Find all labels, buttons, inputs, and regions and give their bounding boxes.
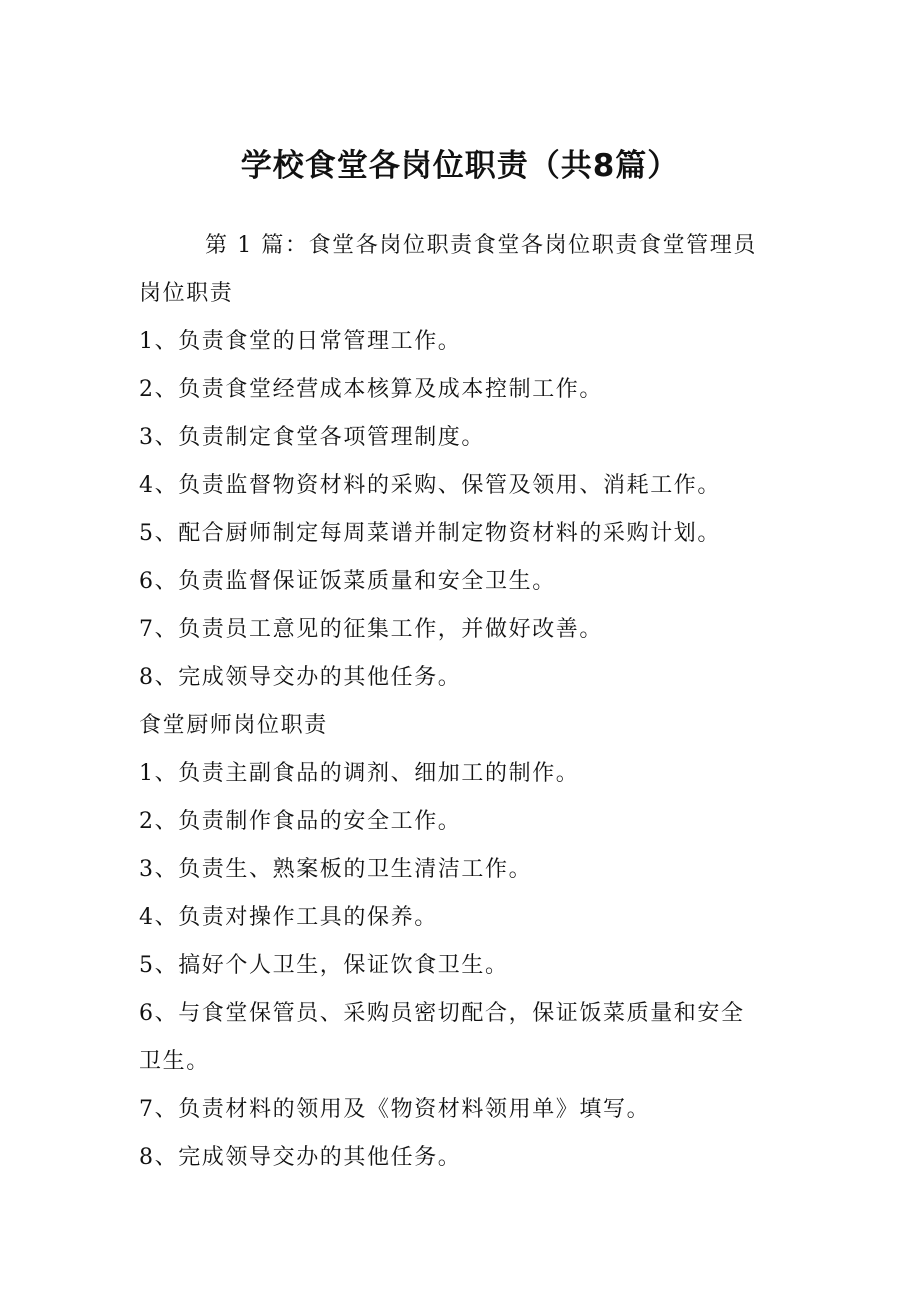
manager-duty-item: 2、负责食堂经营成本核算及成本控制工作。	[139, 377, 603, 402]
intro-line-continued: 岗位职责	[139, 281, 234, 306]
manager-duty-item: 4、负责监督物资材料的采购、保管及领用、消耗工作。	[139, 473, 721, 498]
chef-section-heading: 食堂厨师岗位职责	[139, 713, 328, 738]
manager-duty-item: 8、完成领导交办的其他任务。	[139, 665, 462, 690]
chef-duty-item: 8、完成领导交办的其他任务。	[139, 1145, 462, 1170]
chef-duty-item: 5、搞好个人卫生，保证饮食卫生。	[139, 953, 509, 978]
chef-duty-item: 3、负责生、熟案板的卫生清洁工作。	[139, 857, 533, 882]
chef-duty-item: 4、负责对操作工具的保养。	[139, 905, 438, 930]
chef-duty-item: 6、与食堂保管员、采购员密切配合，保证饭菜质量和安全	[139, 1001, 745, 1026]
manager-duty-item: 6、负责监督保证饭菜质量和安全卫生。	[139, 569, 556, 594]
chef-duty-item-continued: 卫生。	[139, 1049, 210, 1074]
manager-duty-item: 3、负责制定食堂各项管理制度。	[139, 425, 485, 450]
document-body	[139, 222, 789, 1182]
chef-duty-item: 7、负责材料的领用及《物资材料领用单》填写。	[139, 1097, 651, 1122]
chef-duty-item: 1、负责主副食品的调剂、细加工的制作。	[139, 761, 580, 786]
manager-duty-item: 1、负责食堂的日常管理工作。	[139, 329, 462, 354]
chef-duty-item: 2、负责制作食品的安全工作。	[139, 809, 462, 834]
manager-duty-item: 7、负责员工意见的征集工作，并做好改善。	[139, 617, 603, 642]
manager-duty-item: 5、配合厨师制定每周菜谱并制定物资材料的采购计划。	[139, 521, 721, 546]
document-title: 学校食堂各岗位职责（共8篇）	[240, 148, 680, 184]
intro-line: 第 1 篇：食堂各岗位职责食堂各岗位职责食堂管理员	[205, 233, 757, 258]
